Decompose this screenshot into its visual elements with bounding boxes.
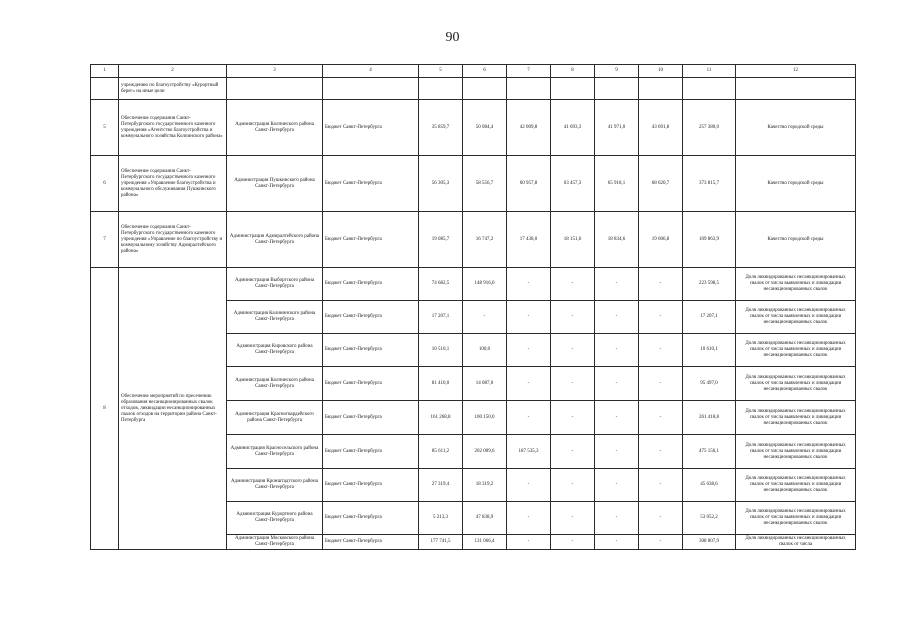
row-number: 6 xyxy=(91,156,119,212)
column-header: 9 xyxy=(595,65,639,78)
value-col-8: - xyxy=(551,268,595,301)
value-col-7: 42 009,8 xyxy=(507,100,551,156)
value-col-5 xyxy=(419,78,463,100)
funding-source xyxy=(323,78,419,100)
column-header: 12 xyxy=(736,65,856,78)
administrator: Администрация Кронштадтского района Санкт-Петербурга xyxy=(227,469,323,502)
value-col-9: - xyxy=(595,502,639,535)
funding-source: Бюджет Санкт-Петербурга xyxy=(323,212,419,268)
column-header: 7 xyxy=(507,65,551,78)
indicator: Доля ликвидированных несанкционированных свалок от числа выявленных и ликвидации несанкционированных свалок xyxy=(736,268,856,301)
value-col-7: - xyxy=(507,301,551,334)
value-col-5: 161 268,8 xyxy=(419,401,463,435)
column-header: 2 xyxy=(119,65,227,78)
indicator: Доля ликвидированных несанкционированных свалок от числа выявленных и ликвидации несанкционированных свалок xyxy=(736,401,856,435)
administrator: Администрация Кировского района Санкт-Петербурга xyxy=(227,334,323,367)
value-col-6: 131 066,4 xyxy=(463,535,507,550)
column-header: 5 xyxy=(419,65,463,78)
value-col-5: 17 207,1 xyxy=(419,301,463,334)
row-number: 8 xyxy=(91,268,119,550)
table-row xyxy=(91,212,856,268)
measure-name: учреждению по благоустройству «Курортный берег» на иные цели xyxy=(119,78,227,100)
value-col-6: 47 838,9 xyxy=(463,502,507,535)
table-header-row xyxy=(91,65,856,78)
value-col-10: - xyxy=(639,401,683,435)
column-header: 6 xyxy=(463,65,507,78)
total-value: 95 497,0 xyxy=(683,367,736,401)
value-col-5: 35 859,7 xyxy=(419,100,463,156)
value-col-9: 18 834,6 xyxy=(595,212,639,268)
value-col-5: 19 085,7 xyxy=(419,212,463,268)
table-row xyxy=(91,100,856,156)
total-value: 45 638,6 xyxy=(683,469,736,502)
page-number: 90 xyxy=(445,30,460,45)
value-col-8: - xyxy=(551,401,595,435)
value-col-8: - xyxy=(551,435,595,469)
value-col-5: 74 682,5 xyxy=(419,268,463,301)
value-col-10: - xyxy=(639,469,683,502)
value-col-7: 187 535,3 xyxy=(507,435,551,469)
administrator: Администрация Колпинского района Санкт-Петербурга xyxy=(227,100,323,156)
funding-source: Бюджет Санкт-Петербурга xyxy=(323,268,419,301)
value-col-9: - xyxy=(595,334,639,367)
value-col-6 xyxy=(463,78,507,100)
value-col-7: 60 957,8 xyxy=(507,156,551,212)
administrator: Администрация Выборгского района Санкт-Петербурга xyxy=(227,268,323,301)
value-col-6: 148 916,0 xyxy=(463,268,507,301)
value-col-10: 68 620,7 xyxy=(639,156,683,212)
funding-source: Бюджет Санкт-Петербурга xyxy=(323,535,419,550)
value-col-6: 14 087,0 xyxy=(463,367,507,401)
indicator: Качество городской среды xyxy=(736,212,856,268)
indicator: Доля ликвидированных несанкционированных свалок от числа выявленных и ликвидации несанкционированных свалок xyxy=(736,502,856,535)
total-value: 223 598,5 xyxy=(683,268,736,301)
total-value: 308 807,9 xyxy=(683,535,736,550)
value-col-6: 16 747,2 xyxy=(463,212,507,268)
table-row xyxy=(91,78,856,100)
value-col-6: 58 556,7 xyxy=(463,156,507,212)
value-col-6: 100 150,0 xyxy=(463,401,507,435)
value-col-7: - xyxy=(507,367,551,401)
administrator: Администрация Пушкинского района Санкт-Петербурга xyxy=(227,156,323,212)
column-header: 10 xyxy=(639,65,683,78)
administrator: Администрация Красносельского района Санкт-Петербурга xyxy=(227,435,323,469)
table-row xyxy=(91,268,856,301)
value-col-10: - xyxy=(639,268,683,301)
administrator: Администрация Курортного района Санкт-Петербурга xyxy=(227,502,323,535)
value-col-6: 202 009,6 xyxy=(463,435,507,469)
funding-source: Бюджет Санкт-Петербурга xyxy=(323,334,419,367)
indicator xyxy=(736,78,856,100)
value-col-9: - xyxy=(595,469,639,502)
funding-source: Бюджет Санкт-Петербурга xyxy=(323,502,419,535)
funding-source: Бюджет Санкт-Петербурга xyxy=(323,301,419,334)
value-col-10: - xyxy=(639,301,683,334)
funding-source: Бюджет Санкт-Петербурга xyxy=(323,367,419,401)
value-col-5: 56 305,3 xyxy=(419,156,463,212)
value-col-8 xyxy=(551,78,595,100)
value-col-9 xyxy=(595,78,639,100)
value-col-5: 85 611,2 xyxy=(419,435,463,469)
total-value: 17 207,1 xyxy=(683,301,736,334)
value-col-9: - xyxy=(595,268,639,301)
measure-name: Обеспечение мероприятий по пресечению образования несанкционированных свалок отходов, ликвидации несанкционированных свалок отходов на территории района Санкт-Петербурга xyxy=(119,268,227,550)
total-value: 261 418,8 xyxy=(683,401,736,435)
value-col-7: - xyxy=(507,502,551,535)
indicator: Доля ликвидированных несанкционированных свалок от числа xyxy=(736,535,856,550)
value-col-9: - xyxy=(595,535,639,550)
value-col-6: 18 319,2 xyxy=(463,469,507,502)
value-col-10: - xyxy=(639,367,683,401)
total-value: 109 863,9 xyxy=(683,212,736,268)
row-number xyxy=(91,78,119,100)
value-col-7: - xyxy=(507,401,551,435)
value-col-5: 81 410,0 xyxy=(419,367,463,401)
total-value: 53 052,2 xyxy=(683,502,736,535)
funding-source: Бюджет Санкт-Петербурга xyxy=(323,100,419,156)
value-col-8: - xyxy=(551,502,595,535)
administrator: Администрация Колпинского района Санкт-Петербурга xyxy=(227,367,323,401)
value-col-8: 18 151,6 xyxy=(551,212,595,268)
value-col-8: 41 693,3 xyxy=(551,100,595,156)
indicator: Доля ликвидированных несанкционированных свалок от числа выявленных и ликвидации несанкционированных свалок xyxy=(736,469,856,502)
column-header: 4 xyxy=(323,65,419,78)
row-number: 7 xyxy=(91,212,119,268)
value-col-10: - xyxy=(639,435,683,469)
indicator: Доля ликвидированных несанкционированных свалок от числа выявленных и ликвидации несанкционированных свалок xyxy=(736,367,856,401)
column-header: 11 xyxy=(683,65,736,78)
total-value: 373 815,7 xyxy=(683,156,736,212)
value-col-5: 5 213,3 xyxy=(419,502,463,535)
administrator: Администрация Калининского района Санкт-Петербурга xyxy=(227,301,323,334)
measure-name: Обеспечение содержания Санкт-Петербургского государственного казенного учреждения «Управление по благоустройству и коммунальному хозяйству Адмиралтейского района» xyxy=(119,212,227,268)
indicator: Качество городской среды xyxy=(736,100,856,156)
row-number: 5 xyxy=(91,100,119,156)
value-col-5: 10 510,1 xyxy=(419,334,463,367)
indicator: Доля ликвидированных несанкционированных свалок от числа выявленных и ликвидации несанкционированных свалок xyxy=(736,334,856,367)
value-col-8: - xyxy=(551,301,595,334)
value-col-9: 41 971,0 xyxy=(595,100,639,156)
measure-name: Обеспечение содержания Санкт-Петербургского государственного казенного учреждения «Агентство благоустройства и коммунального хозяйства Колпинского района» xyxy=(119,100,227,156)
value-col-10: 43 691,8 xyxy=(639,100,683,156)
funding-source: Бюджет Санкт-Петербурга xyxy=(323,469,419,502)
total-value: 10 610,1 xyxy=(683,334,736,367)
indicator: Качество городской среды xyxy=(736,156,856,212)
value-col-10 xyxy=(639,78,683,100)
value-col-10: - xyxy=(639,535,683,550)
administrator xyxy=(227,78,323,100)
value-col-7: - xyxy=(507,334,551,367)
value-col-7: - xyxy=(507,268,551,301)
value-col-8: 63 457,3 xyxy=(551,156,595,212)
indicator: Доля ликвидированных несанкционированных свалок от числа выявленных и ликвидации несанкционированных свалок xyxy=(736,301,856,334)
value-col-6: - xyxy=(463,301,507,334)
value-col-10: - xyxy=(639,502,683,535)
value-col-9: - xyxy=(595,435,639,469)
total-value: 257 380,0 xyxy=(683,100,736,156)
value-col-9: - xyxy=(595,367,639,401)
total-value xyxy=(683,78,736,100)
budget-table xyxy=(90,64,856,550)
value-col-8: - xyxy=(551,334,595,367)
value-col-9: - xyxy=(595,401,639,435)
value-col-9: - xyxy=(595,301,639,334)
value-col-5: 27 319,4 xyxy=(419,469,463,502)
funding-source: Бюджет Санкт-Петербурга xyxy=(323,156,419,212)
column-header: 3 xyxy=(227,65,323,78)
value-col-6: 100,0 xyxy=(463,334,507,367)
value-col-9: 65 918,1 xyxy=(595,156,639,212)
value-col-8: - xyxy=(551,535,595,550)
value-col-10: 19 606,8 xyxy=(639,212,683,268)
measure-name: Обеспечение содержания Санкт-Петербургского государственного казенного учреждения «Управление благоустройства и коммунального обслуживания Пушкинского района» xyxy=(119,156,227,212)
value-col-6: 50 084,4 xyxy=(463,100,507,156)
administrator: Администрация Московского района Санкт-Петербурга xyxy=(227,535,323,550)
column-header: 1 xyxy=(91,65,119,78)
indicator: Доля ликвидированных несанкционированных свалок от числа выявленных и ликвидации несанкционированных свалок xyxy=(736,435,856,469)
value-col-7 xyxy=(507,78,551,100)
funding-source: Бюджет Санкт-Петербурга xyxy=(323,435,419,469)
value-col-10: - xyxy=(639,334,683,367)
administrator: Администрация Красногвардейского района Санкт-Петербурга xyxy=(227,401,323,435)
column-header: 8 xyxy=(551,65,595,78)
value-col-7: 17 438,0 xyxy=(507,212,551,268)
table-body xyxy=(91,78,856,550)
funding-source: Бюджет Санкт-Петербурга xyxy=(323,401,419,435)
value-col-7: - xyxy=(507,535,551,550)
value-col-7: - xyxy=(507,469,551,502)
total-value: 475 156,1 xyxy=(683,435,736,469)
value-col-8: - xyxy=(551,469,595,502)
value-col-8: - xyxy=(551,367,595,401)
administrator: Администрация Адмиралтейского района Санкт-Петербурга xyxy=(227,212,323,268)
table-row xyxy=(91,156,856,212)
value-col-5: 177 741,5 xyxy=(419,535,463,550)
